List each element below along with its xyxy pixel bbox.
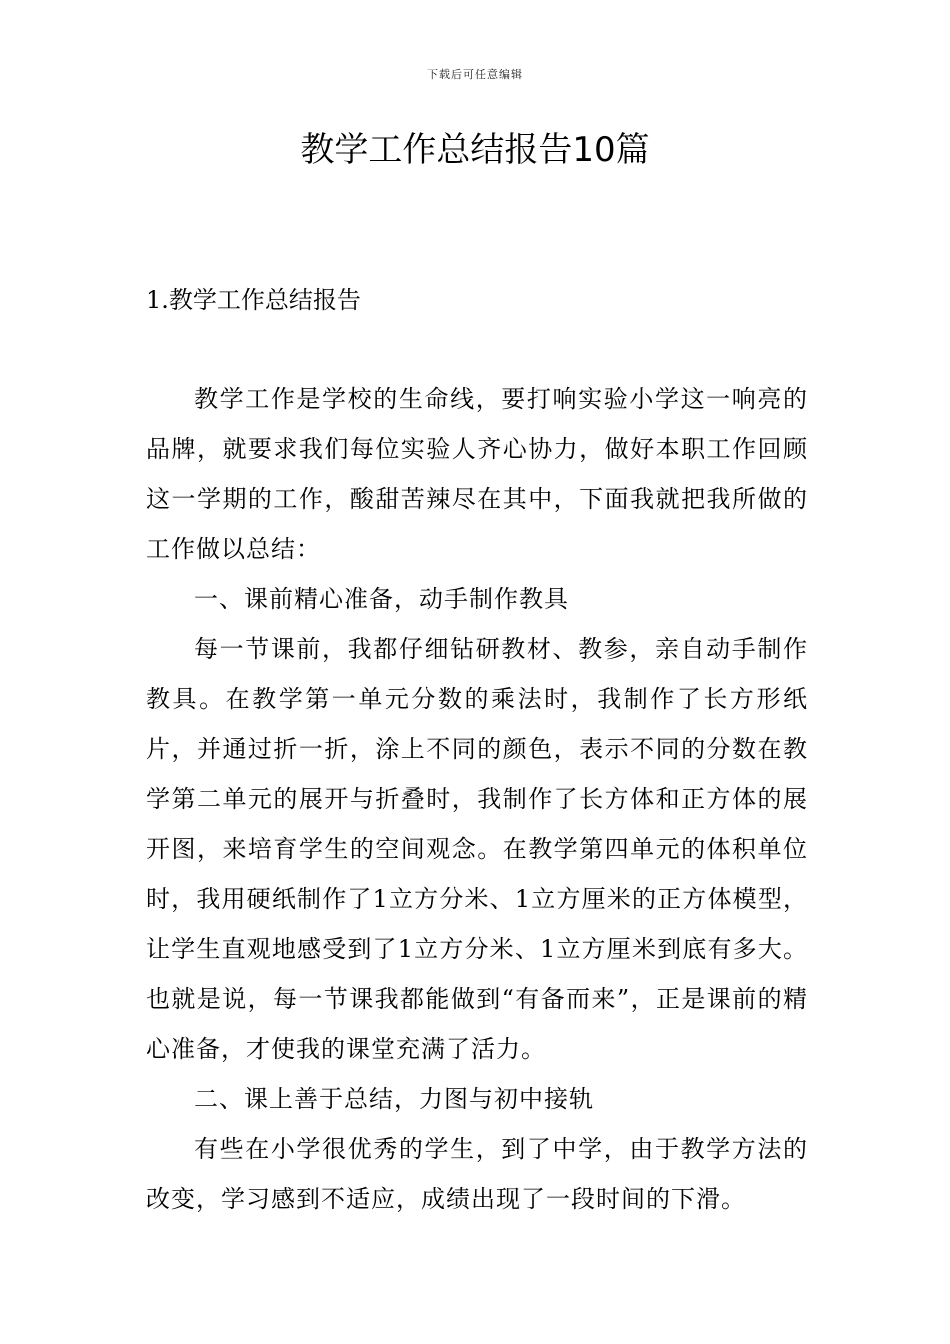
subheading-two: 二、课上善于总结，力图与初中接轨 [194,1085,594,1113]
paragraph-intro: 教学工作是学校的生命线，要打响实验小学这一响亮的品牌，就要求我们每位实验人齐心协力，做好本职工作回顾这一学期的工作，酸甜苦辣尽在其中，下面我就把我所做的工作做以总结： [146,385,808,563]
paragraph-one: 每一节课前，我都仔细钻研教材、教参，亲自动手制作教具。在教学第一单元分数的乘法时，我制作了长方形纸片，并通过折一折，涂上不同的颜色，表示不同的分数在教学第二单元的展开与折叠时，我制作了长方体和正方体的展开图，来培育学生的空间观念。在教学第四单元的体积单位时，我用硬纸制作了1立方分米、1立方厘米的正方体模型，让学生直观地感受到了1立方分米、1立方厘米到底有多大。也就是说，每一节课我都能做到“有备而来”，正是课前的精心准备，才使我的课堂充满了活力。 [146,635,808,1063]
subheading-one: 一、课前精心准备，动手制作教具 [194,585,569,613]
body-text [146,374,808,1224]
section-heading: 1.教学工作总结报告 [146,286,361,314]
paragraph-two: 有些在小学很优秀的学生，到了中学，由于教学方法的改变，学习感到不适应，成绩出现了一段时间的下滑。 [146,1135,808,1213]
header-note: 下载后可任意编辑 [427,68,523,81]
document-title: 教学工作总结报告10篇 [300,130,650,170]
